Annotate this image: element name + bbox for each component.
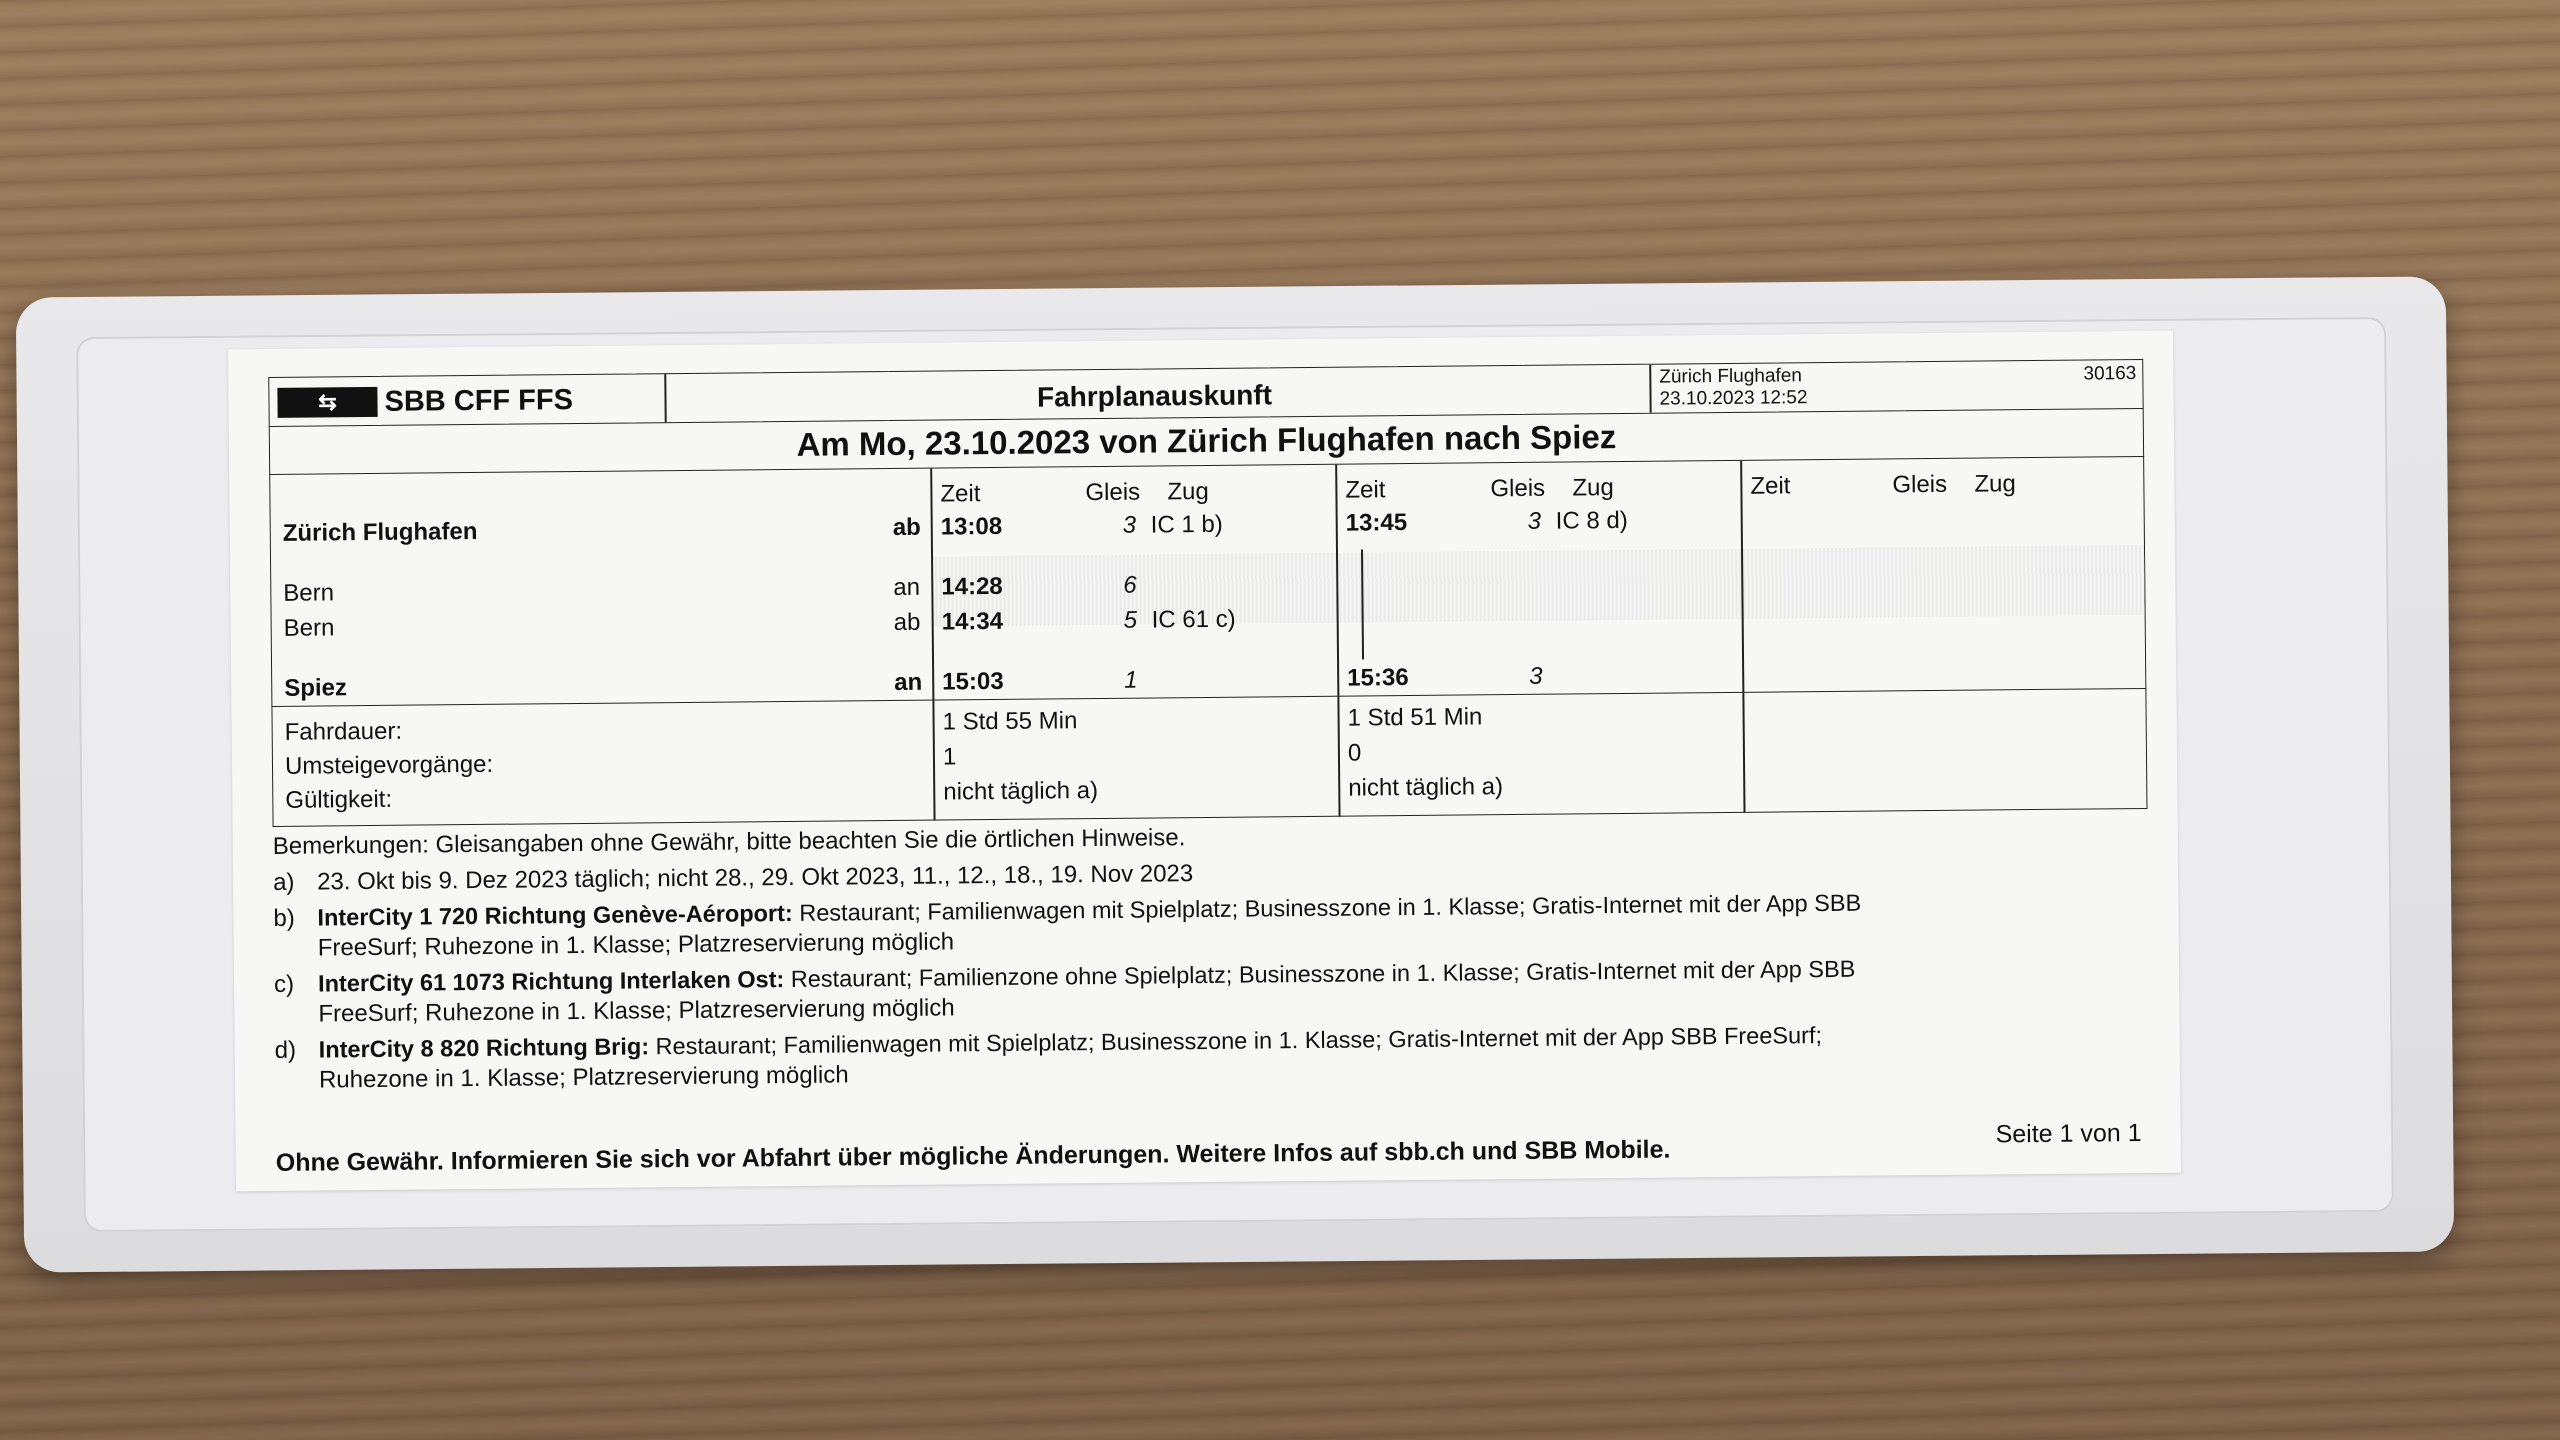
station-name: Zürich Flughafen <box>282 517 478 547</box>
station-name: Spiez <box>284 674 348 702</box>
sbb-logo <box>277 387 377 418</box>
note-text: InterCity 61 1073 Richtung Interlaken Ost: Restaurant; Familienzone ohne Spielplatz; Businesszone in 1. Klasse; Gratis-Internet mit der App SBB <box>317 955 1856 997</box>
platform: 3 <box>1529 662 1543 690</box>
train: IC 8 d) <box>1555 506 1628 535</box>
transfers: 0 <box>1347 739 1362 767</box>
col-header-zug: Zug <box>1167 477 1209 506</box>
label-fahrdauer: Fahrdauer: <box>284 717 403 746</box>
document-number: 30163 <box>2083 363 2137 385</box>
remarks-header: Bemerkungen: Gleisangaben ohne Gewähr, bitte beachten Sie die örtlichen Hinweise. <box>272 824 1186 860</box>
col-header-zeit: Zeit <box>1750 472 1791 500</box>
print-station: Zürich Flughafen <box>1659 365 1803 388</box>
note-text: Ruhezone in 1. Klasse; Platzreservierung möglich <box>318 1061 849 1094</box>
train: IC 61 c) <box>1151 605 1236 634</box>
column-divider <box>932 701 935 821</box>
col-header-gleis: Gleis <box>1892 470 1948 499</box>
platform: 1 <box>1124 666 1138 694</box>
station-name: Bern <box>283 614 335 642</box>
station-type: ab <box>893 608 921 636</box>
note-label: c) <box>273 970 295 998</box>
station-type: an <box>893 573 921 601</box>
print-datetime: 23.10.2023 12:52 <box>1659 387 1808 410</box>
station-type: an <box>894 668 923 696</box>
connection-table <box>269 457 2146 707</box>
train: IC 1 b) <box>1150 510 1223 539</box>
column-divider <box>1337 697 1340 817</box>
label-umsteige: Umsteigevorgänge: <box>284 750 494 780</box>
label-gueltigkeit: Gültigkeit: <box>285 785 393 814</box>
duration: 1 Std 55 Min <box>942 707 1078 736</box>
document-title: Fahrplanauskunft <box>1036 379 1273 413</box>
arrival-time: 15:36 <box>1347 664 1409 692</box>
platform: 3 <box>1122 511 1137 539</box>
col-header-zeit: Zeit <box>940 480 981 508</box>
note-label: b) <box>273 904 295 932</box>
col-header-gleis: Gleis <box>1085 478 1141 507</box>
summary-table <box>271 689 2147 827</box>
note-label: a) <box>272 868 295 896</box>
col-header-zeit: Zeit <box>1345 476 1386 504</box>
platform: 6 <box>1123 571 1137 599</box>
validity: nicht täglich a) <box>1348 773 1504 802</box>
station-name: Bern <box>283 579 335 607</box>
note-text: FreeSurf; Ruhezone in 1. Klasse; Platzreservierung möglich <box>318 994 955 1028</box>
col-header-zug: Zug <box>1974 470 2016 498</box>
departure-time: 13:08 <box>940 512 1003 541</box>
departure-time: 13:45 <box>1345 509 1408 537</box>
disclaimer-footer: Ohne Gewähr. Informieren Sie sich vor Abfahrt über mögliche Änderungen. Weitere Infos auf sbb.ch und SBB Mobile. <box>275 1135 1671 1177</box>
page-number: Seite 1 von 1 <box>1995 1119 2142 1149</box>
note-label: d) <box>274 1036 297 1064</box>
col-header-gleis: Gleis <box>1490 474 1546 503</box>
duration: 1 Std 51 Min <box>1347 703 1483 732</box>
brand-name: SBB CFF FFS <box>384 384 574 418</box>
note-text: FreeSurf; Ruhezone in 1. Klasse; Platzreservierung möglich <box>317 928 955 962</box>
note-text: 23. Okt bis 9. Dez 2023 täglich; nicht 28., 29. Okt 2023, 11., 12., 18., 19. Nov 2023 <box>316 860 1194 896</box>
platform: 3 <box>1527 507 1542 535</box>
departure-time: 14:34 <box>941 607 1004 636</box>
arrival-time: 15:03 <box>942 667 1004 696</box>
platform: 5 <box>1123 606 1138 634</box>
transfers: 1 <box>942 743 957 771</box>
route-title: Am Mo, 23.10.2023 von Zürich Flughafen nach Spiez <box>269 409 2144 475</box>
timetable-printout <box>228 331 2181 1192</box>
header-divider <box>1649 365 1651 413</box>
note-text: InterCity 1 720 Richtung Genève-Aéroport: Restaurant; Familienwagen mit Spielplatz; Businesszone in 1. Klasse; Gratis-Internet mit der App SBB <box>317 889 1862 931</box>
note-text: InterCity 8 820 Richtung Brig: Restaurant; Familienwagen mit Spielplatz; Businesszone in 1. Klasse; Gratis-Internet mit der App SBB FreeSurf; <box>318 1022 1823 1063</box>
column-divider <box>1742 693 1745 813</box>
col-header-zug: Zug <box>1572 474 1614 502</box>
arrival-time: 14:28 <box>941 572 1003 601</box>
shaded-band <box>931 545 2145 627</box>
swiss-rail-icon: ⇆ <box>318 389 337 415</box>
document-content <box>268 359 2150 1177</box>
validity: nicht täglich a) <box>943 777 1099 806</box>
station-type: ab <box>892 513 921 541</box>
